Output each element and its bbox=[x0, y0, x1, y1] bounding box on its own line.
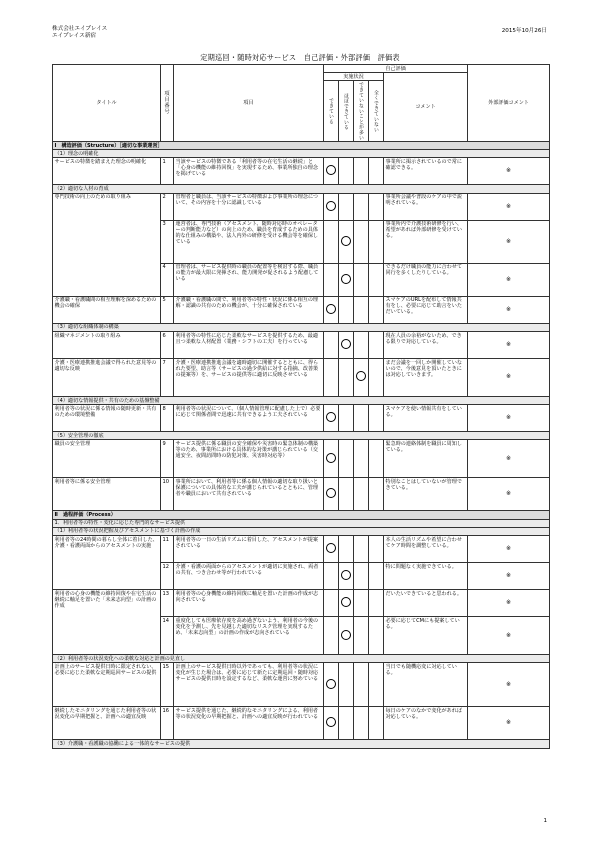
status-cell-1 bbox=[324, 440, 339, 478]
selected-circle-icon bbox=[341, 274, 351, 284]
status-cell-4 bbox=[369, 193, 384, 220]
section-heading-text: （4）適切な情報提供・共有のための基盤整備 bbox=[53, 396, 550, 404]
status-cell-3 bbox=[354, 263, 369, 296]
evaluation-row bbox=[53, 193, 550, 220]
row-title: 利用者等の状況に係る情報の随時更新・共有のための環境整備 bbox=[53, 405, 161, 432]
evaluation-row bbox=[53, 536, 550, 563]
col-item: 項目 bbox=[174, 65, 324, 142]
row-item-text: 重度化しても医療依存度を高め過ぎないよう、利用者の今後の変化を予測し、先を見越した適切なリスク管理を実現するため、「未来志向型」の計画の作成が志向されている bbox=[174, 617, 324, 655]
row-comment: 事業所会議や普段のケアの中で説明されている。 bbox=[384, 193, 468, 220]
row-external-comment: ※ bbox=[468, 563, 550, 590]
row-comment: 特に問題なく実施できている。 bbox=[384, 563, 468, 590]
row-comment: 必要に応じてCMにも提案している。 bbox=[384, 617, 468, 655]
row-title: 職員の安全管理 bbox=[53, 440, 161, 478]
status-cell-2 bbox=[339, 536, 354, 563]
section-heading bbox=[53, 740, 550, 748]
status-cell-2 bbox=[339, 478, 354, 511]
selected-circle-icon bbox=[356, 371, 366, 381]
page-number: 1 bbox=[543, 818, 547, 824]
status-cell-3 bbox=[354, 405, 369, 432]
status-cell-3 bbox=[354, 440, 369, 478]
row-item-no: 8 bbox=[161, 405, 174, 432]
section-heading-text: Ⅰ 構造評価（Structure）［適切な事業運営］ bbox=[53, 141, 550, 149]
status-cell-1 bbox=[324, 590, 339, 617]
document-date: 2015年10月26日 bbox=[501, 28, 547, 34]
row-title: サービスの特徴を踏まえた理念の明確化 bbox=[53, 158, 161, 185]
status-cell-4 bbox=[369, 296, 384, 323]
status-cell-1 bbox=[324, 263, 339, 296]
status-cell-2 bbox=[339, 617, 354, 655]
section-heading-text: 1．利用者等の特性・変化に応じた専門的なサービス提供 bbox=[53, 519, 550, 527]
col-item-no: 項目番号 bbox=[161, 65, 174, 142]
row-item-no: 14 bbox=[161, 617, 174, 655]
selected-circle-icon bbox=[326, 679, 336, 689]
status-cell-4 bbox=[369, 158, 384, 185]
row-external-comment: ※ bbox=[468, 440, 550, 478]
row-item-text: 計画上のサービス提供日時以外であっても、利用者等の状況に変化が生じた場合は、必要に応じて新たに定期巡回・随時対応サービスの提供日時を設定するなど、柔軟な運営に努めている bbox=[174, 663, 324, 707]
row-title: 介護職・看護職間の相互理解を深めるための機会の確保 bbox=[53, 296, 161, 323]
evaluation-row bbox=[53, 331, 550, 358]
row-item-no: 5 bbox=[161, 296, 174, 323]
section-heading bbox=[53, 396, 550, 404]
status-cell-4 bbox=[369, 617, 384, 655]
row-external-comment: ※ bbox=[468, 663, 550, 707]
row-comment: 事業所内で介護技術研修を行い、希望があれば外部研修を受けている。 bbox=[384, 220, 468, 263]
status-cell-1 bbox=[324, 536, 339, 563]
row-item-no: 3 bbox=[161, 220, 174, 263]
status-cell-1 bbox=[324, 158, 339, 185]
section-heading-text: （3）介護職・看護職の協働による一体的なサービスの提供 bbox=[53, 740, 550, 748]
section-heading bbox=[53, 150, 550, 158]
status-cell-2 bbox=[339, 707, 354, 740]
row-external-comment: ※ bbox=[468, 358, 550, 396]
row-item-no: 12 bbox=[161, 563, 174, 590]
section-heading-text: （1）理念の明確化 bbox=[53, 150, 550, 158]
status-cell-1 bbox=[324, 663, 339, 707]
status-cell-4 bbox=[369, 707, 384, 740]
row-comment: スマケアを使い情報共有をしている。 bbox=[384, 405, 468, 432]
evaluation-row bbox=[53, 440, 550, 478]
office-name: エイプレイス新宿 bbox=[52, 33, 97, 40]
status-cell-3 bbox=[354, 617, 369, 655]
evaluation-row bbox=[53, 158, 550, 185]
row-item-text: 管理者と職員は、当該サービスの特徴および事業所の理念について、その内容を十分に認識している bbox=[174, 193, 324, 220]
status-cell-3 bbox=[354, 158, 369, 185]
status-cell-3 bbox=[354, 358, 369, 396]
row-item-no: 16 bbox=[161, 707, 174, 740]
status-cell-2 bbox=[339, 440, 354, 478]
status-cell-2 bbox=[339, 193, 354, 220]
section-heading bbox=[53, 655, 550, 663]
selected-circle-icon bbox=[341, 236, 351, 246]
status-cell-2 bbox=[339, 296, 354, 323]
row-external-comment: ※ bbox=[468, 617, 550, 655]
status-cell-4 bbox=[369, 590, 384, 617]
row-item-text: 介護・医療連携推進会議を適時適切に開催するとともに、得られた要望、助言等（サービスの過少供給に対する指摘、改善策の提案等）を、サービスの提供等に適切に反映させている bbox=[174, 358, 324, 396]
row-item-text: 利用者等の心身機能の維持回復に軸足を置いた計画の作成が志向されている bbox=[174, 590, 324, 617]
status-cell-2 bbox=[339, 331, 354, 358]
status-cell-2 bbox=[339, 563, 354, 590]
col-status-done: できている bbox=[328, 97, 334, 125]
status-cell-3 bbox=[354, 220, 369, 263]
section-heading bbox=[53, 511, 550, 519]
row-item-text: サービス提供を通じた、継続的なモニタリングによる、利用者等の状況変化の早期把握と、計画への適宜反映が行われている bbox=[174, 707, 324, 740]
row-item-no: 15 bbox=[161, 663, 174, 707]
row-item-text: 事業所において、利用者等に係る個人情報の適切な取り扱いと保護についての具体的な工夫が講じられているとともに、管理者や職員において共有されている bbox=[174, 478, 324, 511]
section-heading bbox=[53, 323, 550, 331]
evaluation-row bbox=[53, 663, 550, 707]
row-external-comment: ※ bbox=[468, 158, 550, 185]
status-cell-2 bbox=[339, 263, 354, 296]
evaluation-table bbox=[52, 64, 550, 749]
status-cell-1 bbox=[324, 563, 339, 590]
status-cell-2 bbox=[339, 220, 354, 263]
section-heading bbox=[53, 185, 550, 193]
row-comment: だいたいできていると思われる。 bbox=[384, 590, 468, 617]
row-title: 専門技術の向上のための取り組み bbox=[53, 193, 161, 296]
row-title: 介護・医療連携推進会議で得られた意見等の適切な反映 bbox=[53, 358, 161, 396]
col-external: 外部評価コメント bbox=[468, 65, 550, 142]
col-status-not-at-all: 全くできていない bbox=[373, 90, 379, 133]
row-item-text: 介護職・看護職の間で、利用者等の特性・状況に係る相互の理解・認識の共有のための機会が、十分に確保されている bbox=[174, 296, 324, 323]
section-heading-text: Ⅱ 過程評価（Process） bbox=[53, 511, 550, 519]
status-cell-1 bbox=[324, 193, 339, 220]
row-item-text: 管理者は、サービス提供時の職員の配置等を検討する際、職員の能力が最大限に発揮され、能力開発が促されるよう配慮している bbox=[174, 263, 324, 296]
row-external-comment: ※ bbox=[468, 405, 550, 432]
status-cell-2 bbox=[339, 663, 354, 707]
status-cell-4 bbox=[369, 331, 384, 358]
selected-circle-icon bbox=[341, 630, 351, 640]
status-cell-3 bbox=[354, 296, 369, 323]
selected-circle-icon bbox=[326, 543, 336, 553]
row-item-text: サービス提供に係る職員の安全確保や災害時の緊急体制の構築等のため、事業所における具体的な対策が講じられている（交通安全、夜間訪問時の防犯対策、災害時対応等） bbox=[174, 440, 324, 478]
row-item-no: 13 bbox=[161, 590, 174, 617]
evaluation-row bbox=[53, 478, 550, 511]
row-title: 利用者等に係る安全管理 bbox=[53, 478, 161, 511]
row-external-comment: ※ bbox=[468, 707, 550, 740]
selected-circle-icon bbox=[326, 488, 336, 498]
status-cell-1 bbox=[324, 296, 339, 323]
status-cell-3 bbox=[354, 707, 369, 740]
selected-circle-icon bbox=[326, 453, 336, 463]
row-item-text: 利用者等の特性に応じた柔軟なサービスを提供するため、最適且つ柔軟な人材配置（業務・シフトの工夫）を行っている bbox=[174, 331, 324, 358]
company-name: 株式会社エイプレイス bbox=[52, 26, 108, 32]
col-self-eval: 自己評価 bbox=[324, 65, 468, 73]
col-status-often-not: できていないことが多い bbox=[358, 82, 364, 141]
row-title: 継続したモニタリングを通じた利用者等の状況変化の早期把握と、計画への適宜反映 bbox=[53, 707, 161, 740]
status-cell-2 bbox=[339, 405, 354, 432]
row-title: 利用者等の24時間の暮らし全体に着目した、介護・看護両面からのアセスメントの実施 bbox=[53, 536, 161, 590]
selected-circle-icon bbox=[341, 339, 351, 349]
status-cell-4 bbox=[369, 663, 384, 707]
col-title: タイトル bbox=[53, 65, 161, 142]
row-item-text: 運営者は、専門技術（アセスメント、随時対応時のオペレーターの判断能力など）の向上のため、職員を育成するための具体的な仕組みの構築や、法人内外の研修を受ける機会等を確保している bbox=[174, 220, 324, 263]
selected-circle-icon bbox=[341, 597, 351, 607]
selected-circle-icon bbox=[326, 165, 336, 175]
row-item-text: 利用者等の一日の生活リズムに着目した、アセスメントが提案されている bbox=[174, 536, 324, 563]
col-status-mostly: ほぼできている bbox=[343, 92, 349, 130]
row-title: 利用者の心身の機能の維持回復や在宅生活の継続に軸足を置いた「未来志向型」の計画の作成 bbox=[53, 590, 161, 655]
status-cell-3 bbox=[354, 563, 369, 590]
row-external-comment: ※ bbox=[468, 478, 550, 511]
status-cell-1 bbox=[324, 617, 339, 655]
section-heading-text: （5）安全管理の徹底 bbox=[53, 432, 550, 440]
status-cell-4 bbox=[369, 405, 384, 432]
section-heading bbox=[53, 432, 550, 440]
evaluation-row bbox=[53, 590, 550, 617]
col-comment: コメント bbox=[384, 73, 468, 142]
row-comment: 緊急時の連絡体制を職員に周知している。 bbox=[384, 440, 468, 478]
status-cell-3 bbox=[354, 590, 369, 617]
evaluation-row bbox=[53, 358, 550, 396]
selected-circle-icon bbox=[326, 717, 336, 727]
row-comment: できるだけ職員の能力に合わせて同行を多くしたりしている。 bbox=[384, 263, 468, 296]
row-title: 組織マネジメントの取り組み bbox=[53, 331, 161, 358]
section-heading-text: （2）適切な人材の育成 bbox=[53, 185, 550, 193]
status-cell-1 bbox=[324, 405, 339, 432]
row-item-no: 11 bbox=[161, 536, 174, 563]
section-heading-text: （2）利用者等の状況変化への柔軟な対応と計画の見直し bbox=[53, 655, 550, 663]
row-comment: 本人の生活リズムや希望に合わせてケア時間を調整している。 bbox=[384, 536, 468, 563]
row-item-no: 1 bbox=[161, 158, 174, 185]
status-cell-3 bbox=[354, 193, 369, 220]
status-cell-4 bbox=[369, 358, 384, 396]
section-heading bbox=[53, 519, 550, 527]
row-comment: 当日でも随機応変に対応している。 bbox=[384, 663, 468, 707]
selected-circle-icon bbox=[341, 570, 351, 580]
status-cell-4 bbox=[369, 440, 384, 478]
row-comment: まだ会議を一回しか開催していないので、今後意見を頂いたときには対応していきます。 bbox=[384, 358, 468, 396]
status-cell-3 bbox=[354, 478, 369, 511]
row-item-text: 介護・看護の両面からのアセスメントが適切に実施され、両者の共有、つき合わせ等が行われている bbox=[174, 563, 324, 590]
status-cell-3 bbox=[354, 331, 369, 358]
evaluation-row bbox=[53, 707, 550, 740]
status-cell-4 bbox=[369, 263, 384, 296]
row-external-comment: ※ bbox=[468, 536, 550, 563]
row-external-comment: ※ bbox=[468, 220, 550, 263]
status-cell-3 bbox=[354, 663, 369, 707]
section-heading-text: （1）利用者等の状況把握及びアセスメントに基づく計画の作成 bbox=[53, 527, 550, 535]
section-heading bbox=[53, 141, 550, 149]
status-cell-1 bbox=[324, 220, 339, 263]
status-cell-1 bbox=[324, 331, 339, 358]
row-item-no: 6 bbox=[161, 331, 174, 358]
status-cell-3 bbox=[354, 536, 369, 563]
row-comment: スマケアのURLを配布して情報共有をし、必要に応じて助言をいただいている。 bbox=[384, 296, 468, 323]
col-status: 実施状況 bbox=[324, 73, 384, 81]
row-external-comment: ※ bbox=[468, 331, 550, 358]
document-title: 定期巡回・随時対応サービス 自己評価・外部評価 評価表 bbox=[200, 53, 400, 62]
row-comment: 現在人員の余裕がないため、できる限りで対応している。 bbox=[384, 331, 468, 358]
row-comment: 毎日のケアのなかで変化があれば対応している。 bbox=[384, 707, 468, 740]
organization-name bbox=[52, 26, 107, 41]
section-heading-text: （3）適切な組織体制の構築 bbox=[53, 323, 550, 331]
row-item-text: 利用者等の状況について、（個人情報管理に配慮した上で）必要に応じて関係者間で迅速に共有できるよう工夫されている bbox=[174, 405, 324, 432]
selected-circle-icon bbox=[326, 304, 336, 314]
selected-circle-icon bbox=[326, 201, 336, 211]
row-external-comment: ※ bbox=[468, 296, 550, 323]
row-comment: 特別なことはしていないが管理できている。 bbox=[384, 478, 468, 511]
status-cell-1 bbox=[324, 707, 339, 740]
row-item-no: 9 bbox=[161, 440, 174, 478]
status-cell-4 bbox=[369, 478, 384, 511]
row-item-no: 10 bbox=[161, 478, 174, 511]
row-item-no: 7 bbox=[161, 358, 174, 396]
status-cell-4 bbox=[369, 536, 384, 563]
evaluation-row bbox=[53, 405, 550, 432]
row-item-no: 4 bbox=[161, 263, 174, 296]
row-external-comment: ※ bbox=[468, 590, 550, 617]
status-cell-4 bbox=[369, 220, 384, 263]
status-cell-2 bbox=[339, 590, 354, 617]
status-cell-1 bbox=[324, 478, 339, 511]
status-cell-1 bbox=[324, 358, 339, 396]
row-item-no: 2 bbox=[161, 193, 174, 220]
row-comment: 事業所に掲示されているので常に確認できる。 bbox=[384, 158, 468, 185]
status-cell-2 bbox=[339, 158, 354, 185]
section-heading bbox=[53, 527, 550, 535]
row-item-text: 当該サービスの特徴である「利用者等の在宅生活の継続」と「心身の機能の維持回復」を実現するため、事業所独自の理念を掲げている bbox=[174, 158, 324, 185]
status-cell-4 bbox=[369, 563, 384, 590]
selected-circle-icon bbox=[326, 412, 336, 422]
row-external-comment: ※ bbox=[468, 263, 550, 296]
row-title: 計画上のサービス提供日時に限定されない、必要に応じた柔軟な定期巡回サービスの提供 bbox=[53, 663, 161, 707]
status-cell-2 bbox=[339, 358, 354, 396]
evaluation-row bbox=[53, 296, 550, 323]
row-external-comment: ※ bbox=[468, 193, 550, 220]
